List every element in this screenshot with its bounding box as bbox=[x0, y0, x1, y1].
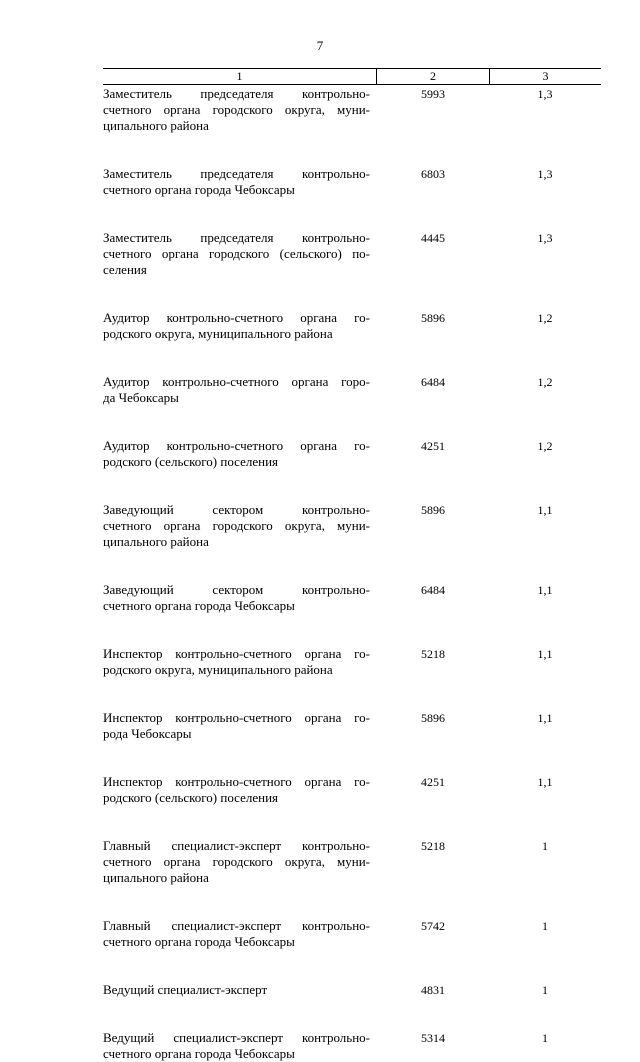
salary-value: 4251 bbox=[421, 775, 445, 789]
salary-value: 5993 bbox=[421, 87, 445, 101]
table-body bbox=[103, 85, 601, 1062]
column-header-3: 3 bbox=[542, 69, 549, 83]
coefficient-value: 1,2 bbox=[537, 439, 553, 453]
coefficient-value: 1,1 bbox=[537, 503, 553, 517]
coefficient-value: 1,2 bbox=[537, 375, 553, 389]
position-title-line: счетного органа города Чебоксары bbox=[103, 598, 295, 613]
column-header-1: 1 bbox=[103, 69, 377, 84]
position-title-line: Заведующий сектором контрольно- bbox=[103, 502, 370, 517]
coefficient-value: 1 bbox=[542, 839, 548, 853]
position-title bbox=[103, 918, 376, 950]
table-row bbox=[103, 309, 601, 342]
position-title-line: Инспектор контрольно-счетного органа го- bbox=[103, 646, 370, 661]
coefficient-value: 1,3 bbox=[537, 231, 553, 245]
position-title-line: ципального района bbox=[103, 870, 209, 885]
position-title-line: родского (сельского) поселения bbox=[103, 454, 279, 469]
position-title-line: Ведущий специалист-эксперт контрольно- bbox=[103, 1030, 370, 1045]
position-title bbox=[103, 1030, 376, 1062]
position-title-line: Аудитор контрольно-счетного органа го- bbox=[103, 438, 370, 453]
position-title bbox=[103, 502, 376, 550]
position-title-line: счетного органа города Чебоксары bbox=[103, 182, 295, 197]
position-title-line: счетного органа городского округа, муни- bbox=[103, 518, 370, 533]
salary-value: 5896 bbox=[421, 311, 445, 325]
table-row bbox=[103, 501, 601, 550]
coefficient-value: 1,1 bbox=[537, 775, 553, 789]
coefficient-value: 1,1 bbox=[537, 647, 553, 661]
position-title-line: Главный специалист-эксперт контрольно- bbox=[103, 918, 370, 933]
position-title-line: селения bbox=[103, 262, 147, 277]
table-row bbox=[103, 373, 601, 406]
position-title bbox=[103, 230, 376, 278]
salary-value: 5218 bbox=[421, 839, 445, 853]
salary-value: 4251 bbox=[421, 439, 445, 453]
position-title-line: родского округа, муниципального района bbox=[103, 326, 333, 341]
salary-value: 5896 bbox=[421, 503, 445, 517]
coefficient-value: 1,3 bbox=[537, 87, 553, 101]
table-row bbox=[103, 581, 601, 614]
position-title-line: Аудитор контрольно-счетного органа го- bbox=[103, 310, 370, 325]
position-title-line: счетного органа города Чебоксары bbox=[103, 934, 295, 949]
position-title-line: Заместитель председателя контрольно- bbox=[103, 230, 370, 245]
salary-value: 5742 bbox=[421, 919, 445, 933]
coefficient-value: 1,1 bbox=[537, 711, 553, 725]
position-title bbox=[103, 374, 376, 406]
salary-table bbox=[103, 68, 601, 1062]
position-title-line: Заместитель председателя контрольно- bbox=[103, 166, 370, 181]
table-row bbox=[103, 645, 601, 678]
position-title-line: Ведущий специалист-эксперт bbox=[103, 982, 268, 997]
table-row bbox=[103, 437, 601, 470]
position-title bbox=[103, 86, 376, 134]
position-title-line: счетного органа города Чебоксары bbox=[103, 1046, 295, 1061]
table-row bbox=[103, 917, 601, 950]
salary-value: 6803 bbox=[421, 167, 445, 181]
table-row bbox=[103, 1029, 601, 1062]
position-title-line: счетного органа городского (сельского) по- bbox=[103, 246, 370, 261]
position-title-line: родского (сельского) поселения bbox=[103, 790, 279, 805]
table-row bbox=[103, 165, 601, 198]
salary-value: 5314 bbox=[421, 1031, 445, 1045]
position-title-line: Заведующий сектором контрольно- bbox=[103, 582, 370, 597]
position-title bbox=[103, 774, 376, 806]
position-title bbox=[103, 166, 376, 198]
coefficient-value: 1 bbox=[542, 919, 548, 933]
position-title-line: Аудитор контрольно-счетного органа горо- bbox=[103, 374, 370, 389]
position-title bbox=[103, 710, 376, 742]
table-row bbox=[103, 229, 601, 278]
position-title bbox=[103, 310, 376, 342]
coefficient-value: 1,2 bbox=[537, 311, 553, 325]
position-title-line: Заместитель председателя контрольно- bbox=[103, 86, 370, 101]
position-title bbox=[103, 838, 376, 886]
coefficient-value: 1,1 bbox=[537, 583, 553, 597]
position-title-line: да Чебоксары bbox=[103, 390, 179, 405]
coefficient-value: 1 bbox=[542, 983, 548, 997]
coefficient-value: 1,3 bbox=[537, 167, 553, 181]
column-header-2: 2 bbox=[377, 69, 490, 84]
position-title bbox=[103, 982, 376, 998]
table-row bbox=[103, 709, 601, 742]
table-header bbox=[103, 68, 601, 85]
position-title bbox=[103, 438, 376, 470]
salary-value: 6484 bbox=[421, 375, 445, 389]
position-title bbox=[103, 646, 376, 678]
salary-value: 4831 bbox=[421, 983, 445, 997]
salary-value: 6484 bbox=[421, 583, 445, 597]
position-title bbox=[103, 582, 376, 614]
salary-value: 5218 bbox=[421, 647, 445, 661]
table-row bbox=[103, 773, 601, 806]
table-row bbox=[103, 981, 601, 998]
position-title-line: Инспектор контрольно-счетного органа го- bbox=[103, 710, 370, 725]
salary-value: 5896 bbox=[421, 711, 445, 725]
table-row bbox=[103, 837, 601, 886]
table-row bbox=[103, 85, 601, 134]
position-title-line: ципального района bbox=[103, 118, 209, 133]
position-title-line: Инспектор контрольно-счетного органа го- bbox=[103, 774, 370, 789]
position-title-line: родского округа, муниципального района bbox=[103, 662, 333, 677]
position-title-line: счетного органа городского округа, муни- bbox=[103, 102, 370, 117]
coefficient-value: 1 bbox=[542, 1031, 548, 1045]
position-title-line: счетного органа городского округа, муни- bbox=[103, 854, 370, 869]
position-title-line: ципального района bbox=[103, 534, 209, 549]
position-title-line: Главный специалист-эксперт контрольно- bbox=[103, 838, 370, 853]
position-title-line: рода Чебоксары bbox=[103, 726, 192, 741]
salary-value: 4445 bbox=[421, 231, 445, 245]
page-number: 7 bbox=[316, 38, 324, 53]
